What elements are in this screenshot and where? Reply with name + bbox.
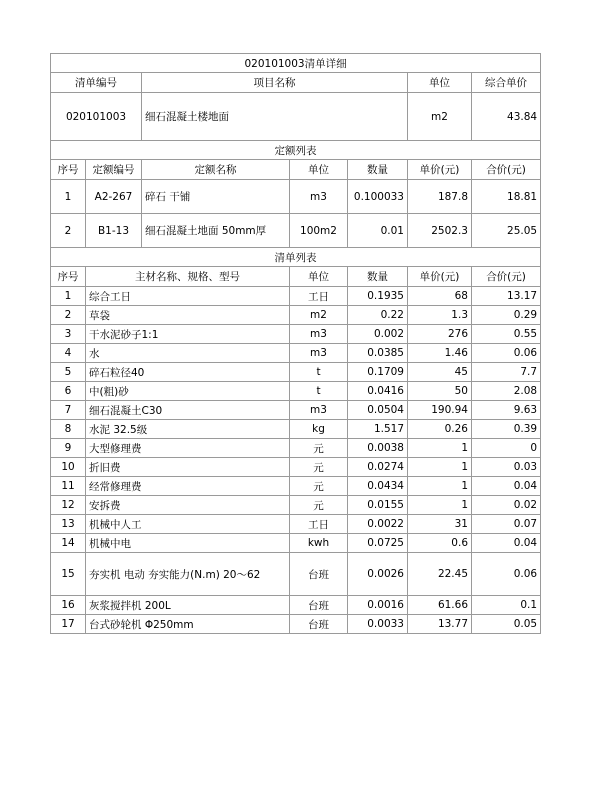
bill-unit-header: 单位 [408, 73, 472, 93]
bill-row [51, 93, 541, 141]
quota-qty: 0.01 [348, 214, 408, 248]
material-unit: 台班 [290, 596, 348, 615]
material-unit: 台班 [290, 553, 348, 596]
material-row [51, 382, 541, 401]
quota-header-row [51, 160, 541, 180]
material-row [51, 439, 541, 458]
material-qty: 0.1709 [348, 363, 408, 382]
material-total: 0.55 [472, 325, 541, 344]
material-total: 13.17 [472, 287, 541, 306]
material-row [51, 325, 541, 344]
quota-unit: m3 [290, 180, 348, 214]
material-name: 台式砂轮机 Φ250mm [86, 615, 290, 634]
material-unit: 工日 [290, 515, 348, 534]
bill-detail-table [50, 53, 541, 634]
material-total: 2.08 [472, 382, 541, 401]
material-row [51, 615, 541, 634]
material-qty: 0.0022 [348, 515, 408, 534]
material-name: 机械中人工 [86, 515, 290, 534]
material-price: 0.6 [408, 534, 472, 553]
material-seq: 2 [51, 306, 86, 325]
quota-code-header: 定额编号 [86, 160, 142, 180]
material-total: 0.07 [472, 515, 541, 534]
quota-code: A2-267 [86, 180, 142, 214]
quota-qty: 0.100033 [348, 180, 408, 214]
material-name: 水泥 32.5级 [86, 420, 290, 439]
material-name: 碎石粒径40 [86, 363, 290, 382]
material-total: 0.04 [472, 534, 541, 553]
material-row [51, 477, 541, 496]
material-price: 13.77 [408, 615, 472, 634]
material-header-row [51, 267, 541, 287]
material-row [51, 458, 541, 477]
material-row [51, 515, 541, 534]
material-unit: m3 [290, 344, 348, 363]
material-row [51, 306, 541, 325]
material-seq: 11 [51, 477, 86, 496]
material-name: 中(粗)砂 [86, 382, 290, 401]
material-total: 0.05 [472, 615, 541, 634]
quota-name: 细石混凝土地面 50mm厚 [142, 214, 290, 248]
material-name: 机械中电 [86, 534, 290, 553]
material-total: 0.03 [472, 458, 541, 477]
material-total: 7.7 [472, 363, 541, 382]
material-price: 1 [408, 496, 472, 515]
material-price: 1 [408, 477, 472, 496]
quota-name: 碎石 干铺 [142, 180, 290, 214]
material-name: 折旧费 [86, 458, 290, 477]
sheet-title: 020101003清单详细 [51, 54, 541, 73]
material-name: 细石混凝土C30 [86, 401, 290, 420]
quota-seq: 2 [51, 214, 86, 248]
material-price: 1.46 [408, 344, 472, 363]
material-name: 草袋 [86, 306, 290, 325]
material-name-header: 主材名称、规格、型号 [86, 267, 290, 287]
quota-qty-header: 数量 [348, 160, 408, 180]
material-qty: 0.0504 [348, 401, 408, 420]
material-row [51, 363, 541, 382]
material-price-header: 单价(元) [408, 267, 472, 287]
material-total: 0.29 [472, 306, 541, 325]
quota-price: 187.8 [408, 180, 472, 214]
quota-unit: 100m2 [290, 214, 348, 248]
material-total: 0.02 [472, 496, 541, 515]
quota-row [51, 180, 541, 214]
title-row [51, 54, 541, 73]
material-qty: 0.0416 [348, 382, 408, 401]
material-qty: 0.002 [348, 325, 408, 344]
material-qty: 0.0026 [348, 553, 408, 596]
quota-code: B1-13 [86, 214, 142, 248]
bill-code: 020101003 [51, 93, 142, 141]
material-section-row [51, 248, 541, 267]
material-unit-header: 单位 [290, 267, 348, 287]
material-price: 45 [408, 363, 472, 382]
quota-total-header: 合价(元) [472, 160, 541, 180]
material-seq: 6 [51, 382, 86, 401]
bill-unit: m2 [408, 93, 472, 141]
material-qty: 0.22 [348, 306, 408, 325]
material-seq: 9 [51, 439, 86, 458]
material-seq: 1 [51, 287, 86, 306]
material-price: 50 [408, 382, 472, 401]
material-price: 190.94 [408, 401, 472, 420]
material-total: 0.06 [472, 553, 541, 596]
material-qty: 0.0434 [348, 477, 408, 496]
material-qty-header: 数量 [348, 267, 408, 287]
material-unit: 元 [290, 439, 348, 458]
material-qty: 0.0725 [348, 534, 408, 553]
material-total: 0.06 [472, 344, 541, 363]
material-price: 61.66 [408, 596, 472, 615]
material-seq: 3 [51, 325, 86, 344]
quota-price: 2502.3 [408, 214, 472, 248]
quota-unit-header: 单位 [290, 160, 348, 180]
material-seq: 5 [51, 363, 86, 382]
material-row [51, 596, 541, 615]
material-unit: kg [290, 420, 348, 439]
material-unit: t [290, 363, 348, 382]
material-unit: m3 [290, 401, 348, 420]
material-seq-header: 序号 [51, 267, 86, 287]
material-total: 0.39 [472, 420, 541, 439]
material-row [51, 420, 541, 439]
material-seq: 10 [51, 458, 86, 477]
material-price: 276 [408, 325, 472, 344]
quota-seq: 1 [51, 180, 86, 214]
material-qty: 0.1935 [348, 287, 408, 306]
material-total: 9.63 [472, 401, 541, 420]
material-name: 夯实机 电动 夯实能力(N.m) 20～62 [86, 553, 290, 596]
material-name: 综合工日 [86, 287, 290, 306]
material-unit: m2 [290, 306, 348, 325]
material-row [51, 287, 541, 306]
material-unit: 元 [290, 477, 348, 496]
material-name: 大型修理费 [86, 439, 290, 458]
material-unit: 元 [290, 496, 348, 515]
material-name: 经常修理费 [86, 477, 290, 496]
bill-code-header: 清单编号 [51, 73, 142, 93]
quota-seq-header: 序号 [51, 160, 86, 180]
material-qty: 0.0033 [348, 615, 408, 634]
material-seq: 13 [51, 515, 86, 534]
material-price: 0.26 [408, 420, 472, 439]
material-seq: 4 [51, 344, 86, 363]
bill-price: 43.84 [472, 93, 541, 141]
material-qty: 0.0274 [348, 458, 408, 477]
bill-name: 细石混凝土楼地面 [142, 93, 408, 141]
material-name: 水 [86, 344, 290, 363]
material-seq: 15 [51, 553, 86, 596]
material-unit: t [290, 382, 348, 401]
quota-row [51, 214, 541, 248]
material-row [51, 401, 541, 420]
material-total: 0 [472, 439, 541, 458]
material-seq: 14 [51, 534, 86, 553]
quota-total: 25.05 [472, 214, 541, 248]
material-unit: 元 [290, 458, 348, 477]
material-name: 安拆费 [86, 496, 290, 515]
quota-total: 18.81 [472, 180, 541, 214]
material-seq: 17 [51, 615, 86, 634]
material-section-title: 清单列表 [51, 248, 541, 267]
material-unit: m3 [290, 325, 348, 344]
material-seq: 12 [51, 496, 86, 515]
material-row [51, 496, 541, 515]
bill-price-header: 综合单价 [472, 73, 541, 93]
material-name: 灰浆搅拌机 200L [86, 596, 290, 615]
material-price: 1.3 [408, 306, 472, 325]
bill-header-row [51, 73, 541, 93]
material-row [51, 534, 541, 553]
material-total: 0.1 [472, 596, 541, 615]
material-price: 22.45 [408, 553, 472, 596]
quota-name-header: 定额名称 [142, 160, 290, 180]
quota-price-header: 单价(元) [408, 160, 472, 180]
material-price: 68 [408, 287, 472, 306]
material-row [51, 553, 541, 596]
material-name: 干水泥砂子1:1 [86, 325, 290, 344]
material-unit: 工日 [290, 287, 348, 306]
bill-name-header: 项目名称 [142, 73, 408, 93]
material-total-header: 合价(元) [472, 267, 541, 287]
material-qty: 1.517 [348, 420, 408, 439]
material-price: 31 [408, 515, 472, 534]
material-qty: 0.0038 [348, 439, 408, 458]
quota-section-row [51, 141, 541, 160]
material-unit: kwh [290, 534, 348, 553]
material-unit: 台班 [290, 615, 348, 634]
material-qty: 0.0155 [348, 496, 408, 515]
quota-section-title: 定额列表 [51, 141, 541, 160]
material-seq: 8 [51, 420, 86, 439]
material-qty: 0.0385 [348, 344, 408, 363]
material-total: 0.04 [472, 477, 541, 496]
material-row [51, 344, 541, 363]
material-seq: 7 [51, 401, 86, 420]
material-price: 1 [408, 458, 472, 477]
material-qty: 0.0016 [348, 596, 408, 615]
material-price: 1 [408, 439, 472, 458]
material-seq: 16 [51, 596, 86, 615]
